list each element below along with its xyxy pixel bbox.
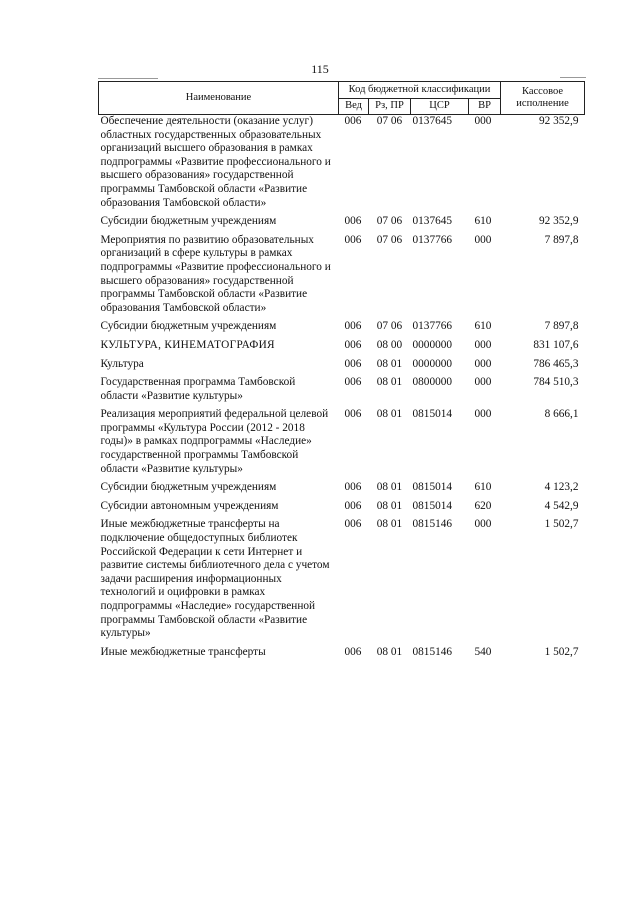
row-vr: 000	[474, 518, 492, 531]
header-name: Наименование	[99, 82, 339, 115]
row-ved: 006	[344, 338, 362, 351]
row-vr: 000	[474, 115, 492, 127]
table-row	[99, 518, 585, 645]
row-csr: 0137645	[412, 215, 453, 228]
header-ved: Вед	[339, 98, 369, 115]
row-kas: 4 542,9	[544, 499, 579, 512]
row-csr: 0000000	[412, 357, 453, 370]
header-csr: ЦСР	[411, 98, 469, 115]
table-row	[99, 358, 585, 377]
row-vr: 540	[474, 645, 492, 658]
row-rz: 07 06	[376, 215, 403, 228]
row-kas: 831 107,6	[533, 338, 579, 351]
row-name: Субсидии бюджетным учреждениям	[100, 215, 277, 228]
table-row	[99, 215, 585, 234]
row-vr: 620	[474, 499, 492, 512]
row-csr: 0815014	[412, 408, 453, 421]
row-rz: 07 06	[376, 233, 403, 246]
scan-mark	[98, 78, 158, 79]
row-csr: 0800000	[412, 376, 453, 389]
row-name: Обеспечение деятельности (оказание услуг) областных государственных образовательных организаций высшего образования в рамках подпрограммы «Развитие профессионального и высшего образования» государственной программы Тамбовской области «Развитие образования Тамбовской области»	[100, 115, 331, 209]
row-kas: 7 897,8	[544, 320, 579, 333]
row-ved: 006	[344, 115, 362, 127]
row-kas: 4 123,2	[544, 481, 579, 494]
row-rz: 08 01	[376, 376, 403, 389]
row-ved: 006	[344, 481, 362, 494]
row-vr: 000	[474, 357, 492, 370]
row-name: Реализация мероприятий федеральной целевой программы «Культура России (2012 - 2018 годы)» в рамках подпрограммы «Наследие» государственной программы Тамбовской области «Развитие культуры»	[100, 408, 329, 475]
row-kas: 786 465,3	[533, 357, 579, 370]
row-kas: 784 510,3	[533, 376, 579, 389]
table-row	[99, 339, 585, 358]
row-vr: 610	[474, 320, 492, 333]
table-row	[99, 234, 585, 321]
row-vr: 000	[474, 376, 492, 389]
row-name: Мероприятия по развитию образовательных организаций в сфере культуры в рамках подпрограммы «Развитие профессионального и высшего образования» государственной программы Тамбовской области «Развитие образования Тамбовской области»	[100, 233, 331, 314]
table-row	[99, 376, 585, 408]
table-row	[99, 320, 585, 339]
budget-table	[98, 81, 585, 664]
row-ved: 006	[344, 518, 362, 531]
row-vr: 610	[474, 215, 492, 228]
row-name: Субсидии автономным учреждениям	[100, 499, 279, 512]
header-rz: Рз, ПР	[369, 98, 411, 115]
row-ved: 006	[344, 215, 362, 228]
row-vr: 000	[474, 233, 492, 246]
row-rz: 07 06	[376, 320, 403, 333]
row-csr: 0000000	[412, 338, 453, 351]
header-vr: ВР	[469, 98, 501, 115]
row-name: КУЛЬТУРА, КИНЕМАТОГРАФИЯ	[100, 338, 275, 351]
row-csr: 0815146	[412, 645, 453, 658]
page-number: 115	[311, 62, 329, 76]
table-row	[99, 500, 585, 519]
row-name: Культура	[100, 357, 144, 370]
row-ved: 006	[344, 376, 362, 389]
table-header	[99, 82, 585, 115]
row-vr: 000	[474, 408, 492, 421]
table-row	[99, 115, 585, 216]
row-csr: 0137766	[412, 320, 453, 333]
row-csr: 0815146	[412, 518, 453, 531]
row-kas: 8 666,1	[544, 408, 579, 421]
row-kas: 92 352,9	[538, 215, 579, 228]
row-rz: 07 06	[376, 115, 403, 127]
row-kas: 92 352,9	[538, 115, 579, 127]
scan-mark	[560, 77, 586, 78]
row-ved: 006	[344, 408, 362, 421]
row-vr: 000	[474, 338, 492, 351]
row-ved: 006	[344, 320, 362, 333]
row-name: Иные межбюджетные трансферты	[100, 645, 266, 658]
table-row	[99, 408, 585, 481]
row-kas: 1 502,7	[544, 518, 579, 531]
row-rz: 08 00	[376, 338, 403, 351]
row-name: Субсидии бюджетным учреждениям	[100, 320, 277, 333]
row-csr: 0137645	[412, 115, 453, 127]
row-kas: 7 897,8	[544, 233, 579, 246]
row-csr: 0137766	[412, 233, 453, 246]
row-vr: 610	[474, 481, 492, 494]
row-csr: 0815014	[412, 499, 453, 512]
row-ved: 006	[344, 357, 362, 370]
table-body	[99, 115, 585, 665]
row-name: Государственная программа Тамбовской области «Развитие культуры»	[100, 376, 296, 402]
row-ved: 006	[344, 645, 362, 658]
row-rz: 08 01	[376, 499, 403, 512]
row-rz: 08 01	[376, 357, 403, 370]
header-code-group: Код бюджетной классификации	[339, 82, 501, 99]
row-rz: 08 01	[376, 481, 403, 494]
row-ved: 006	[344, 499, 362, 512]
table-row	[99, 646, 585, 665]
row-csr: 0815014	[412, 481, 453, 494]
row-rz: 08 01	[376, 645, 403, 658]
row-name: Субсидии бюджетным учреждениям	[100, 481, 277, 494]
row-kas: 1 502,7	[544, 645, 579, 658]
row-rz: 08 01	[376, 408, 403, 421]
header-kas: Кассовое исполнение	[501, 82, 585, 115]
row-name: Иные межбюджетные трансферты на подключение общедоступных библиотек Российской Федерации к сети Интернет и развитие системы библиотечного дела с учетом задачи расширения информационных технологий и оцифровки в рамках подпрограммы «Наследие» государственной программы Тамбовской области «Развитие культуры»	[100, 518, 330, 640]
row-rz: 08 01	[376, 518, 403, 531]
row-ved: 006	[344, 233, 362, 246]
table-row	[99, 481, 585, 500]
